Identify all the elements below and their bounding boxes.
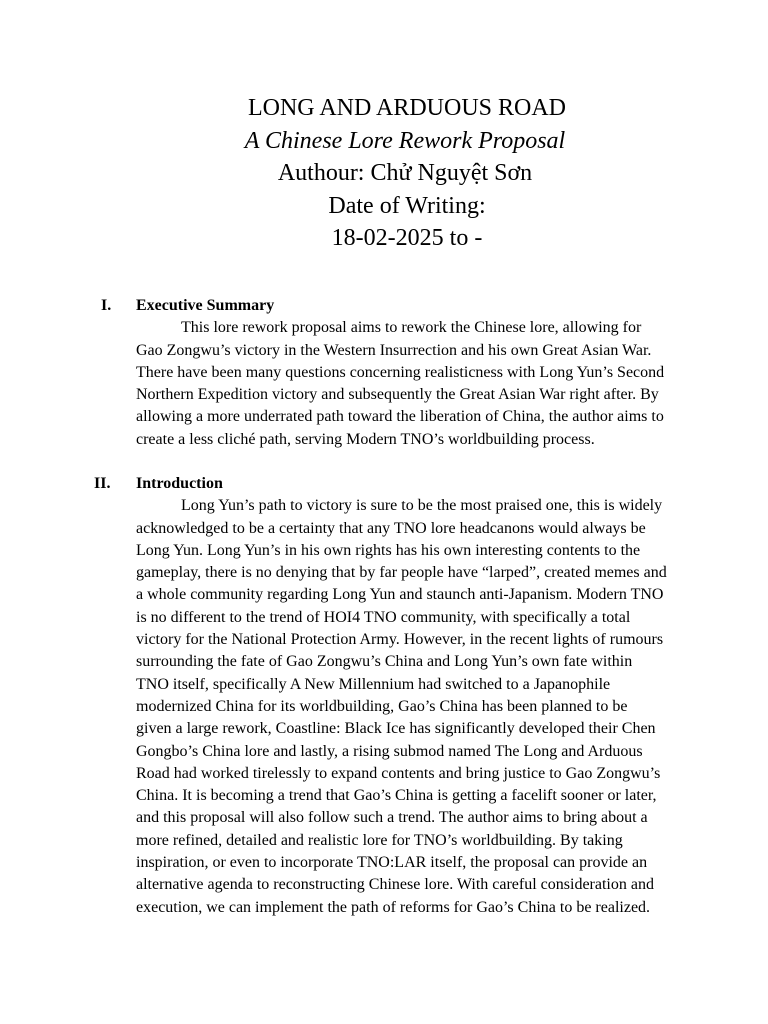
paragraph-line: execution, we can implement the path of reforms for Gao’s China to be realized. bbox=[136, 898, 651, 916]
title-block bbox=[0, 92, 768, 255]
paragraph-line: Long Yun. Long Yun’s in his own rights has his own interesting contents to the bbox=[136, 541, 641, 559]
paragraph-line: alternative agenda to reconstructing Chinese lore. With careful consideration and bbox=[136, 876, 654, 894]
paragraph-line: Road had worked tirelessly to expand contents and bring justice to Gao Zongwu’s bbox=[136, 764, 661, 782]
document-title: LONG AND ARDUOUS ROAD bbox=[247, 95, 567, 121]
paragraph-line: victory for the National Protection Army. However, in the recent lights of rumours bbox=[136, 631, 664, 649]
paragraph-line: modernized China for its worldbuilding, Gao’s China has been planned to be bbox=[136, 697, 628, 715]
section-body bbox=[136, 317, 692, 451]
paragraph-line: is no different to the trend of HOI4 TNO community, with specifically a total bbox=[136, 608, 631, 626]
section-number: II. bbox=[94, 475, 111, 492]
paragraph-line: and this proposal will also follow such a trend. The author aims to bring about a bbox=[136, 809, 648, 827]
author-line: Authour: Chử Nguyệt Sơn bbox=[277, 160, 533, 186]
paragraph-line: There have been many questions concerning realisticness with Long Yun’s Second bbox=[136, 363, 665, 381]
paragraph-line: China. It is becoming a trend that Gao’s China is getting a facelift sooner or later, bbox=[136, 787, 657, 805]
section-number: I. bbox=[101, 297, 112, 314]
paragraph-line: Gongbo’s China lore and lastly, a rising submod named The Long and Arduous bbox=[136, 742, 643, 760]
date-label: Date of Writing: bbox=[328, 192, 486, 219]
section-body bbox=[136, 495, 692, 919]
paragraph-line: Long Yun’s path to victory is sure to be the most praised one, this is widely bbox=[181, 497, 663, 515]
paragraph-line: TNO itself, specifically A New Millennium had switched to a Japanophile bbox=[136, 675, 611, 693]
paragraph-line: gameplay, there is no denying that by far people have “larped”, created memes and bbox=[136, 564, 667, 582]
paragraph-line: acknowledged to be a certainty that any TNO lore headcanons would always be bbox=[136, 519, 646, 537]
date-value: 18-02-2025 to - bbox=[331, 225, 483, 251]
paragraph-line: create a less cliché path, serving Modern TNO’s worldbuilding process. bbox=[136, 430, 595, 448]
paragraph-line: more refined, detailed and realistic lore for TNO’s worldbuilding. By taking bbox=[136, 831, 623, 849]
document-subtitle: A Chinese Lore Rework Proposal bbox=[244, 127, 566, 154]
paragraph-line: a whole community regarding Long Yun and staunch anti-Japanism. Modern TNO bbox=[136, 586, 664, 604]
paragraph-line: surrounding the fate of Gao Zongwu’s China and Long Yun’s own fate within bbox=[136, 653, 633, 671]
paragraph-line: inspiration, or even to incorporate TNO:LAR itself, the proposal can provide an bbox=[136, 854, 648, 872]
paragraph-line: allowing a more underrated path toward the liberation of China, the author aims to bbox=[136, 408, 664, 426]
paragraph-line: Northern Expedition victory and subsequently the Great Asian War right after. By bbox=[136, 386, 659, 404]
section-heading: Introduction bbox=[136, 475, 223, 492]
paragraph-line: Gao Zongwu’s victory in the Western Insurrection and his own Great Asian War. bbox=[136, 341, 652, 359]
paragraph-line: given a large rework, Coastline: Black Ice has significantly developed their Chen bbox=[136, 720, 656, 738]
paragraph-line: This lore rework proposal aims to rework the Chinese lore, allowing for bbox=[181, 319, 642, 337]
section-heading: Executive Summary bbox=[136, 297, 275, 314]
